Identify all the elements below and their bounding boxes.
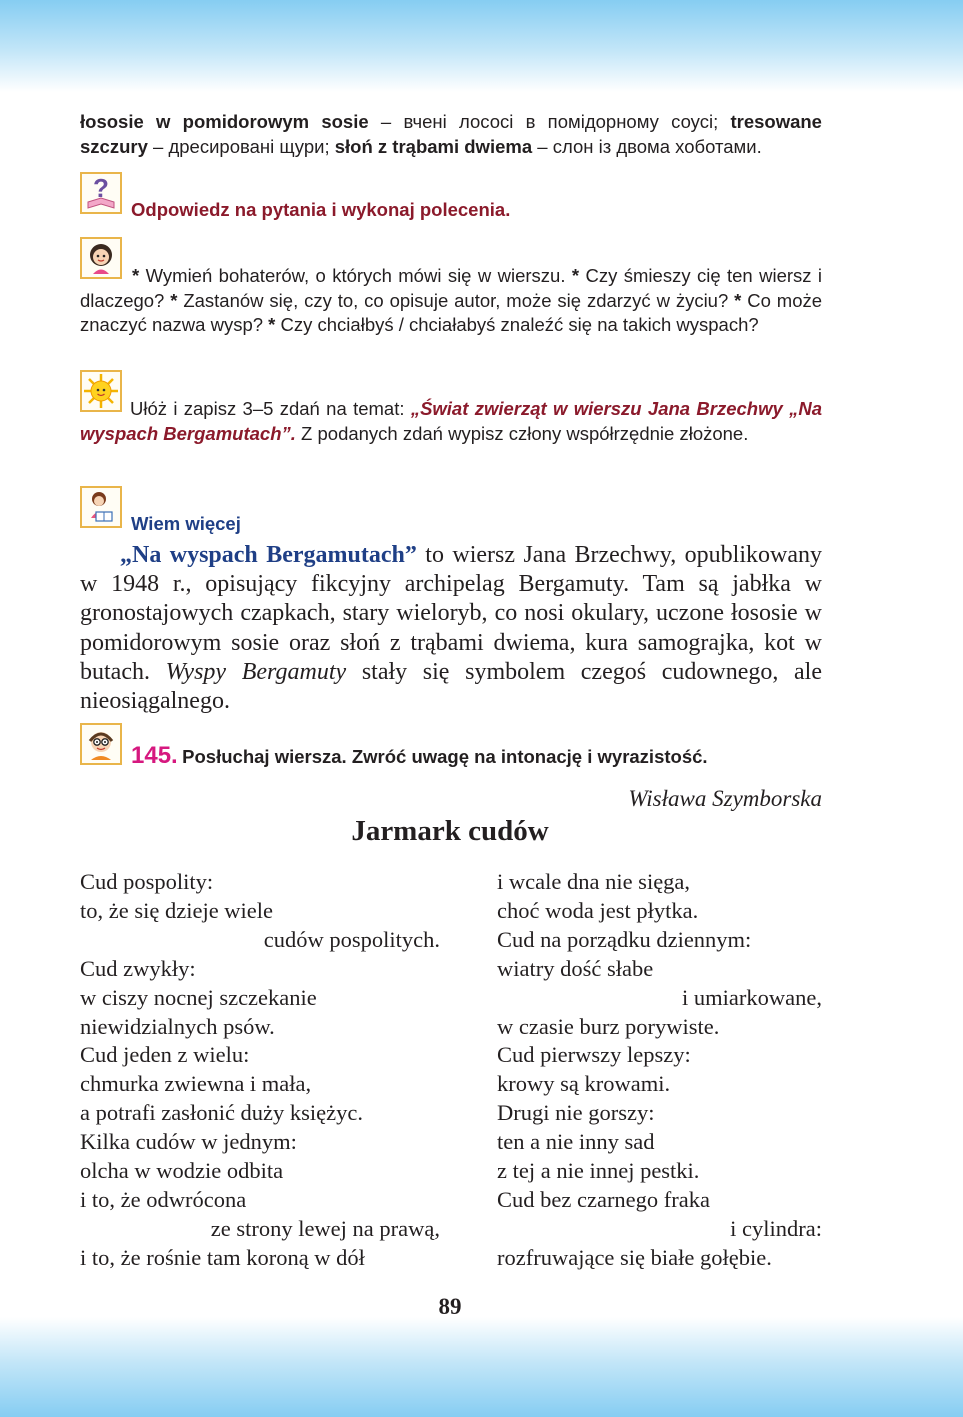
more-body: stały się symbolem czegoś cudownego, ale nieosiągalnego. bbox=[80, 658, 822, 715]
poem-line: Cud pospolity: bbox=[80, 869, 214, 894]
poem-line: ze strony lewej na prawą, bbox=[210, 1215, 440, 1241]
vocab-translation: – слон із двома хоботами. bbox=[532, 135, 762, 157]
question-item: Czy śmieszy cię ten wiersz i dlaczego? bbox=[80, 265, 823, 311]
poem-line: Kilka cudów w jednym: bbox=[80, 1129, 297, 1155]
more-heading: Wiem więcej bbox=[131, 513, 241, 534]
poem-line: rozfruwające się białe gołębie. bbox=[497, 1244, 772, 1270]
question-item: Zastanów się, czy to, co opisuje autor, może się zdarzyć w życiu? bbox=[183, 289, 729, 311]
poem-line: Cud na porządku dziennym: bbox=[497, 926, 752, 952]
poem-line: i umiarkowane, bbox=[682, 984, 822, 1010]
writing-task bbox=[80, 397, 822, 446]
question-item: Co może znaczyć nazwa wysp? bbox=[80, 289, 823, 335]
vocab-translation: – дресировані щури; bbox=[147, 135, 335, 157]
poem-line: Cud jeden z wielu: bbox=[80, 1042, 250, 1068]
task-topic: „Świat zwierząt w wierszu Jana Brzechwy „Na wyspach Bergamutach”. bbox=[80, 398, 822, 444]
svg-text:?: ? bbox=[93, 174, 109, 203]
poem-line: olcha w wodzie odbita bbox=[80, 1158, 284, 1184]
bottom-decorative-band bbox=[0, 1317, 963, 1417]
poem-line: wiatry dość słabe bbox=[497, 955, 654, 981]
task-intro: Ułóż i zapisz 3–5 zdań na temat: bbox=[130, 398, 411, 419]
page-number: 89 bbox=[438, 1294, 462, 1319]
poem-line: i wcale dna nie sięga, bbox=[497, 869, 691, 894]
poem-line: Cud pierwszy lepszy: bbox=[497, 1042, 691, 1068]
poem-line: Cud bez czarnego fraka bbox=[497, 1186, 711, 1212]
poem-line: chmurka zwiewna i mała, bbox=[80, 1071, 312, 1097]
vocabulary-note bbox=[80, 110, 822, 159]
headphones-boy-icon bbox=[80, 723, 122, 765]
poem-line: w ciszy nocnej szczekanie bbox=[80, 984, 317, 1010]
more-title: „Na wyspach Bergamutach” bbox=[120, 542, 417, 568]
poem-line: Drugi nie gorszy: bbox=[497, 1100, 655, 1126]
poem-line: z tej a nie innej pestki. bbox=[497, 1158, 700, 1184]
poem-right-column bbox=[497, 868, 822, 1273]
poem-author: Wisława Szymborska bbox=[628, 786, 822, 811]
questions-heading: Odpowiedz na pytania i wykonaj polecenia. bbox=[131, 199, 511, 220]
poem-line: i to, że odwrócona bbox=[80, 1186, 247, 1212]
poem-left-column bbox=[80, 868, 440, 1273]
more-body: to wiersz Jana Brzechwy, opublikowany w 1948 r., opisujący fikcyjny archipelag Bergamuty. Tam są jabłka w gronostajowych czapkach, stary wieloryb, co nosi okulary, uczone łososie w pomidorowym sosie oraz słoń z trąbami dwiema, kura samograjka, kot w butach. bbox=[80, 542, 823, 685]
vocab-term: tresowane szczury bbox=[80, 111, 822, 157]
exercise-text: Posłuchaj wiersza. Zwróć uwagę na intonację i wyrazistość. bbox=[182, 746, 708, 767]
poem-line: a potrafi zasłonić duży księżyc. bbox=[80, 1100, 364, 1126]
poem-title: Jarmark cudów bbox=[351, 815, 549, 847]
exercise-number: 145. bbox=[131, 742, 178, 769]
question-item: Czy chciałbyś / chciałabyś znaleźć się na takich wyspach? bbox=[280, 314, 759, 335]
poem-line: Cud zwykły: bbox=[80, 955, 196, 981]
task-rest: Z podanych zdań wypisz człony współrzędnie złożone. bbox=[295, 422, 749, 444]
more-paragraph bbox=[80, 541, 822, 716]
question-book-icon bbox=[80, 172, 122, 214]
question-item: Wymień bohaterów, o których mówi się w wierszu. bbox=[145, 265, 566, 286]
vocab-term: słoń z trąbami dwiema bbox=[334, 135, 533, 157]
poem-line: i cylindra: bbox=[730, 1215, 822, 1241]
poem-line: niewidzialnych psów. bbox=[80, 1013, 275, 1039]
poem-line: krowy są krowami. bbox=[497, 1071, 671, 1097]
poem-line: to, że się dzieje wiele bbox=[80, 897, 274, 923]
poem-line: ten a nie inny sad bbox=[497, 1129, 655, 1155]
top-decorative-band bbox=[0, 0, 963, 92]
vocab-term: łososie w pomidorowym sosie bbox=[80, 111, 369, 132]
questions-list: * Wymień bohaterów, o których mówi się w wierszu. * Czy śmieszy cię ten wiersz i dlaczego? * Zastanów się, czy to, co opisuje autor, może się zdarzyć w życiu? * Co może znaczyć nazwa wysp? * Czy chciałbyś / chciałabyś znaleźć się na takich wyspach? bbox=[80, 265, 823, 335]
poem-line: cudów pospolitych. bbox=[263, 926, 440, 952]
exercise-line bbox=[131, 742, 821, 770]
vocab-translation: – вчені лососі в помідорному соусі; bbox=[368, 111, 731, 132]
poem-line: i to, że rośnie tam koroną w dół bbox=[80, 1244, 365, 1270]
more-italic: Wyspy Bergamuty bbox=[165, 658, 347, 685]
reading-girl-icon bbox=[80, 486, 122, 528]
poem-line: w czasie burz porywiste. bbox=[497, 1013, 720, 1039]
poem-line: choć woda jest płytka. bbox=[497, 897, 699, 923]
